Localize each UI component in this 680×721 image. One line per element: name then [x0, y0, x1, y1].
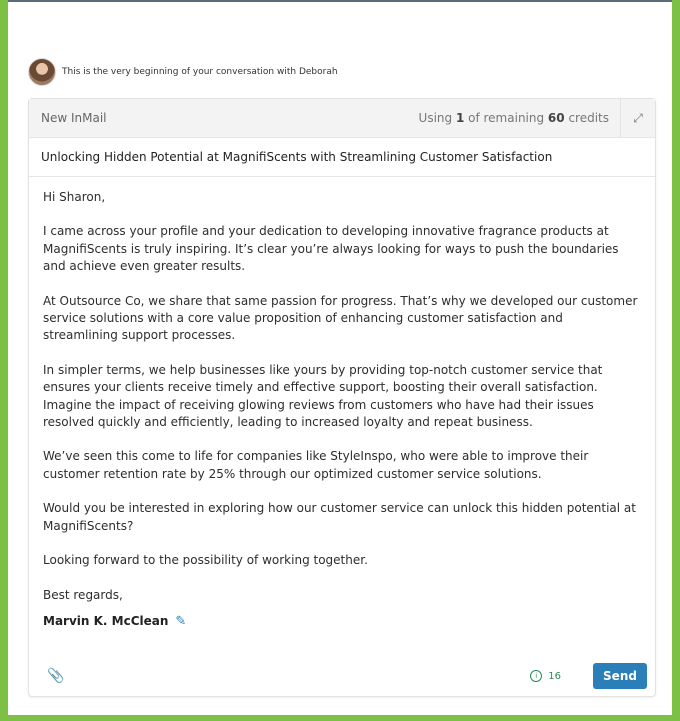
conversation-panel	[8, 0, 672, 715]
signature-name: Marvin K. McClean	[43, 613, 169, 628]
composer-footer	[29, 656, 655, 696]
body-paragraph: At Outsource Co, we share that same passion for progress. That’s why we developed our customer service solutions with a core value proposition of enhancing customer satisfaction and streamlining support processes.	[43, 293, 638, 343]
credits-remaining: 60	[547, 111, 565, 125]
signature	[43, 613, 641, 630]
body-paragraph: Hi Sharon,	[43, 190, 106, 204]
credits-indicator: Using 1 of remaining 60 credits	[418, 111, 609, 125]
conversation-intro	[28, 58, 338, 86]
intro-text: This is the very beginning of your conversation with Deborah	[62, 67, 338, 77]
character-counter	[530, 670, 561, 682]
avatar-icon[interactable]	[28, 58, 56, 86]
info-icon: i	[530, 670, 542, 682]
subject-field[interactable]: Unlocking Hidden Potential at MagnifiScents with Streamlining Customer Satisfaction	[29, 138, 655, 177]
body-paragraph: We’ve seen this come to life for companies like StyleInspo, who were able to improve their customer retention rate by 25% through our optimized customer service solutions.	[43, 449, 589, 481]
body-paragraph: Looking forward to the possibility of working together.	[43, 553, 368, 568]
counter-value: 16	[548, 670, 561, 682]
body-paragraph: I came across your profile and your dedication to developing innovative fragrance products at MagnifiScents is truly inspiring. It’s clear you’re always looking for ways to push the boundaries and achieve even greater results.	[43, 224, 619, 274]
composer-header	[29, 99, 655, 138]
inmail-composer	[28, 98, 656, 697]
expand-icon[interactable]: ⤢	[620, 99, 655, 137]
composer-title: New InMail	[41, 111, 107, 125]
body-paragraph: Best regards,	[43, 587, 123, 602]
credits-used: 1	[455, 111, 465, 125]
pencil-icon[interactable]: ✎	[175, 613, 187, 629]
send-button[interactable]: Send	[593, 663, 647, 689]
body-paragraph: Would you be interested in exploring how our customer service can unlock this hidden potential at MagnifiScents?	[43, 501, 636, 533]
message-body[interactable]	[29, 177, 655, 630]
paperclip-icon[interactable]: 📎	[47, 668, 65, 684]
body-paragraph: In simpler terms, we help businesses like yours by providing top-notch customer service that ensures your clients receive timely and effective support, boosting their overall satisfaction. Imagine the impact of receiving glowing reviews from customers who have had their issues resolved quickly and efficiently, leading to increased loyalty and repeat business.	[43, 362, 603, 430]
